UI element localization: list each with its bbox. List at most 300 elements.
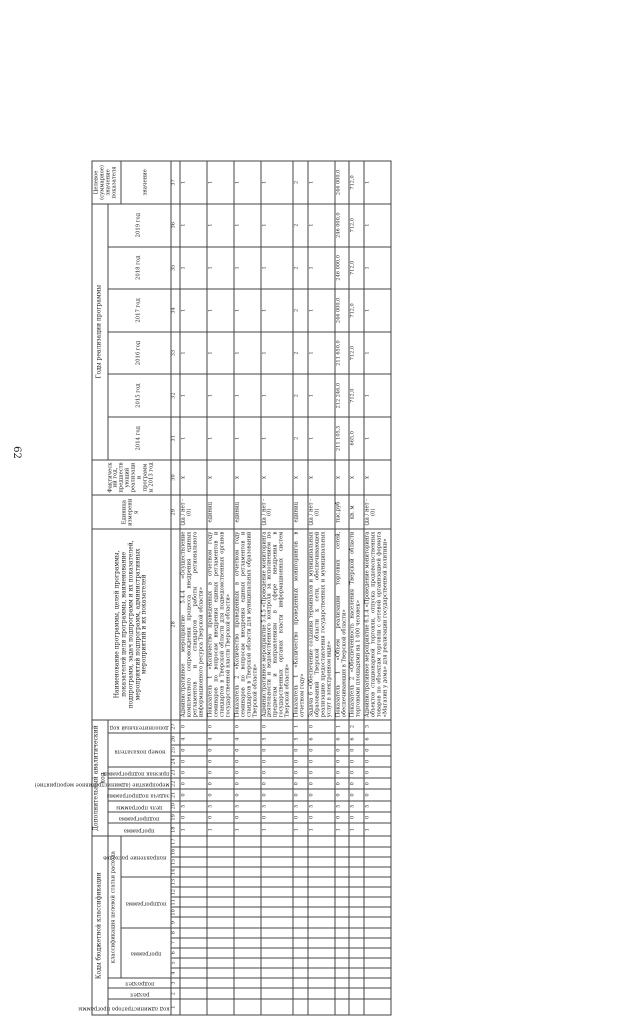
column-number: 36	[171, 204, 180, 247]
year-value-cell: 1	[364, 204, 391, 247]
add-code-header: дополнительный код	[110, 724, 170, 731]
year-value-cell: 1	[234, 332, 261, 375]
code-cell	[234, 897, 261, 907]
year-value-cell: 1	[207, 374, 234, 417]
table-row	[364, 161, 391, 1015]
code-cell	[308, 917, 335, 927]
code-cell: 0	[335, 756, 350, 767]
year-value-cell: 2	[293, 332, 308, 375]
year-value-cell: 246 000,0	[335, 289, 350, 332]
year-col-3: 2016 год	[108, 332, 171, 375]
code-cell: 4	[207, 733, 234, 744]
table-row	[180, 161, 207, 1015]
code-cell: 0	[207, 812, 234, 823]
code-cell	[349, 887, 364, 897]
code-cell	[234, 988, 261, 999]
year-value-cell: 1	[261, 417, 294, 460]
code-cell	[293, 968, 308, 978]
unit-cell: кв. м	[349, 495, 364, 529]
admin-code-header: код администратора программы	[78, 1005, 170, 1012]
code-cell	[207, 928, 234, 938]
code-cell	[364, 917, 391, 927]
code-cell	[308, 907, 335, 917]
code-cell: 0	[207, 756, 234, 767]
activity-code-header: мероприятие (административное мероприятие)	[35, 781, 170, 788]
column-number: 20	[171, 801, 180, 812]
page-number: 62	[10, 446, 22, 459]
code-cell	[293, 948, 308, 958]
code-cell: 0	[293, 745, 308, 756]
section-header: раздел	[130, 991, 150, 998]
year-value-cell: 1	[364, 332, 391, 375]
column-number: 6	[171, 948, 180, 958]
code-cell	[234, 887, 261, 897]
code-cell	[261, 847, 294, 857]
year-value-cell: 1	[234, 289, 261, 332]
code-cell: 0	[308, 789, 335, 800]
code-cell	[207, 988, 234, 999]
year-value-cell: 1	[364, 417, 391, 460]
code-cell	[335, 928, 350, 938]
task-code-header: задача подпрограммы	[107, 792, 170, 799]
program-indicators-table	[35, 161, 392, 1016]
code-cell	[180, 968, 207, 978]
code-cell	[335, 917, 350, 927]
column-number: 9	[171, 917, 180, 927]
code-cell	[293, 988, 308, 999]
code-cell	[364, 907, 391, 917]
code-cell	[364, 836, 391, 846]
year-value-cell: 1	[180, 204, 207, 247]
actual-value-cell: х	[234, 460, 261, 496]
code-cell: 4	[234, 733, 261, 744]
year-col-4: 2017 год	[108, 289, 171, 332]
code-cell	[293, 836, 308, 846]
code-cell: 5	[207, 801, 234, 812]
code-cell	[364, 867, 391, 877]
column-number: 27	[171, 720, 180, 734]
code-cell	[234, 917, 261, 927]
table-row	[234, 161, 261, 1015]
code-cell: 5	[261, 801, 294, 812]
year-value-cell: 712,0	[349, 247, 364, 290]
code-cell	[207, 887, 234, 897]
code-cell: 0	[207, 767, 234, 778]
direction-part-header: направление расходов	[102, 854, 166, 861]
year-value-cell: 2	[293, 417, 308, 460]
code-cell: 0	[308, 756, 335, 767]
code-cell	[180, 857, 207, 867]
code-cell	[349, 847, 364, 857]
code-cell: 1	[308, 823, 335, 836]
column-number: 13	[171, 877, 180, 887]
year-value-cell: 1	[180, 289, 207, 332]
code-cell	[180, 897, 207, 907]
code-cell	[261, 958, 294, 968]
code-cell	[261, 938, 294, 948]
code-cell: 3	[364, 720, 391, 734]
code-cell: 0	[207, 720, 234, 734]
row-description: Показатель 2 «Количество проведенных в отчетном году семинаров по вопросам внедрения единых регламентов и стандартов в Тверской области для муниципальных образований Тверской области»	[234, 529, 261, 720]
code-cell	[234, 877, 261, 887]
code-cell	[349, 988, 364, 999]
code-cell	[293, 928, 308, 938]
code-cell: 6	[335, 733, 350, 744]
target-value-cell: 1	[180, 161, 207, 204]
code-cell	[335, 988, 350, 999]
subprogram-part-header: подпрограмма	[125, 900, 166, 907]
code-cell	[293, 877, 308, 887]
year-col-6: 2019 год	[108, 204, 171, 247]
column-number: 28	[171, 529, 180, 720]
code-cell	[308, 897, 335, 907]
code-cell: 6	[349, 733, 364, 744]
year-value-cell: 246 000,0	[335, 247, 350, 290]
code-cell: 0	[234, 789, 261, 800]
code-cell	[364, 988, 391, 999]
column-number: 14	[171, 867, 180, 877]
column-number: 2	[171, 988, 180, 999]
code-cell	[308, 857, 335, 867]
code-cell	[349, 978, 364, 988]
code-cell: 0	[180, 745, 207, 756]
column-number: 19	[171, 812, 180, 823]
unit-cell: (да / нет - (0)	[180, 495, 207, 529]
code-cell	[349, 928, 364, 938]
code-cell	[335, 978, 350, 988]
code-cell	[180, 877, 207, 887]
year-value-cell: 212 246,0	[335, 374, 350, 417]
code-cell	[234, 968, 261, 978]
code-cell	[349, 968, 364, 978]
target-value-cell: 1	[261, 161, 294, 204]
code-cell	[293, 907, 308, 917]
actual-value-cell: х	[207, 460, 234, 496]
code-cell	[349, 836, 364, 846]
target-value-cell: 1	[207, 161, 234, 204]
code-cell	[335, 867, 350, 877]
code-cell	[234, 978, 261, 988]
column-number: 25	[171, 745, 180, 756]
code-cell	[293, 867, 308, 877]
code-cell: 0	[207, 789, 234, 800]
code-cell	[261, 988, 294, 999]
code-cell	[234, 857, 261, 867]
code-cell	[207, 897, 234, 907]
year-value-cell: 1	[261, 332, 294, 375]
budget-codes-header: Коды бюджетной классификации	[92, 836, 108, 1015]
code-cell: 5	[261, 733, 294, 744]
code-cell	[349, 857, 364, 867]
code-cell: 0	[293, 778, 308, 789]
year-value-cell: 246 000,0	[335, 204, 350, 247]
column-number: 10	[171, 907, 180, 917]
year-value-cell: 1	[234, 374, 261, 417]
code-cell	[349, 948, 364, 958]
code-cell	[234, 907, 261, 917]
code-cell	[364, 968, 391, 978]
code-cell	[335, 938, 350, 948]
code-cell	[364, 938, 391, 948]
column-number: 30	[171, 460, 180, 496]
code-cell	[308, 877, 335, 887]
code-cell	[335, 897, 350, 907]
code-cell	[180, 978, 207, 988]
unit-cell: единиц	[234, 495, 261, 529]
code-cell: 0	[364, 778, 391, 789]
code-cell: 5	[335, 801, 350, 812]
code-cell: 0	[335, 789, 350, 800]
code-cell	[234, 958, 261, 968]
code-cell	[349, 958, 364, 968]
code-cell	[335, 857, 350, 867]
code-cell: 1	[364, 823, 391, 836]
actual-value-cell: х	[261, 460, 294, 496]
goal-code-header: цель программы	[116, 804, 164, 811]
column-number: 1	[171, 999, 180, 1015]
year-value-cell: 1	[234, 247, 261, 290]
target-value-subheader: значение	[121, 161, 172, 204]
table-row	[293, 161, 308, 1015]
code-cell	[364, 978, 391, 988]
target-value-cell: 1	[364, 161, 391, 204]
code-cell	[308, 968, 335, 978]
code-cell	[261, 897, 294, 907]
code-cell	[180, 836, 207, 846]
code-cell	[349, 917, 364, 927]
column-number: 15	[171, 857, 180, 867]
actual-value-cell: х	[335, 460, 350, 496]
code-cell: 0	[180, 778, 207, 789]
code-cell: 5	[293, 733, 308, 744]
code-cell: 6	[364, 733, 391, 744]
year-value-cell: 1	[308, 374, 335, 417]
row-description: Показатель 2 «Обеспеченность населения Тверской области торговыми площадями на 1 000 человек»	[349, 529, 364, 720]
code-cell	[293, 847, 308, 857]
column-number: 12	[171, 887, 180, 897]
code-cell: 0	[180, 720, 207, 734]
table-body	[180, 161, 391, 1015]
subprogram-code-header: подпрограмма	[119, 815, 161, 822]
column-number: 24	[171, 756, 180, 767]
code-cell: 1	[293, 720, 308, 734]
code-cell	[261, 917, 294, 927]
code-cell	[207, 847, 234, 857]
code-cell: 0	[261, 789, 294, 800]
row-description: Показатель 1 «Количество проведенных в отчетном году семинаров по вопросам внедрения единых регламентов и стандартов в Тверской области для подведомственных органов государственной власти Тверской области»	[207, 529, 234, 720]
code-cell: 0	[364, 789, 391, 800]
code-cell	[293, 917, 308, 927]
unit-cell: единиц	[293, 495, 308, 529]
actual-value-cell: х	[349, 460, 364, 496]
code-cell	[349, 877, 364, 887]
code-cell	[261, 999, 294, 1015]
table-row	[308, 161, 335, 1015]
code-cell: 0	[364, 812, 391, 823]
actual-value-cell: х	[293, 460, 308, 496]
code-cell	[207, 877, 234, 887]
code-cell: 0	[308, 767, 335, 778]
code-cell: 0	[293, 756, 308, 767]
code-cell: 5	[180, 801, 207, 812]
year-value-cell: 2	[293, 374, 308, 417]
code-cell: 4	[180, 733, 207, 744]
year-value-cell: 1	[261, 289, 294, 332]
year-value-cell: 1	[261, 204, 294, 247]
program-part-header: программа	[130, 950, 162, 957]
column-number: 22	[171, 778, 180, 789]
year-value-cell: 1	[180, 332, 207, 375]
year-value-cell: 2	[293, 289, 308, 332]
code-cell	[234, 928, 261, 938]
code-cell	[308, 999, 335, 1015]
code-cell: 0	[261, 720, 294, 734]
year-value-cell: 1	[308, 204, 335, 247]
year-value-cell: 1	[364, 374, 391, 417]
code-cell	[364, 897, 391, 907]
code-cell	[335, 836, 350, 846]
code-cell: 0	[261, 756, 294, 767]
column-number: 29	[171, 495, 180, 529]
code-cell: 0	[293, 789, 308, 800]
code-cell	[261, 978, 294, 988]
year-value-cell: 1	[261, 374, 294, 417]
column-number: 18	[171, 823, 180, 836]
code-cell: 0	[180, 789, 207, 800]
year-col-5: 2018 год	[108, 247, 171, 290]
code-cell: 0	[335, 745, 350, 756]
code-cell: 0	[234, 720, 261, 734]
code-cell	[335, 958, 350, 968]
year-value-cell: 712,0	[349, 204, 364, 247]
code-cell	[261, 857, 294, 867]
code-cell	[207, 867, 234, 877]
code-cell	[207, 907, 234, 917]
code-cell: 6	[308, 733, 335, 744]
column-number: 11	[171, 897, 180, 907]
column-number: 34	[171, 289, 180, 332]
year-value-cell: 1	[308, 417, 335, 460]
target-value-header: Целевое (суммарное) значение показателя	[92, 161, 121, 204]
code-cell: 0	[207, 745, 234, 756]
column-number: 4	[171, 968, 180, 978]
code-cell: 0	[349, 756, 364, 767]
code-cell: 0	[234, 767, 261, 778]
target-value-cell: 1	[308, 161, 335, 204]
table-row	[335, 161, 350, 1015]
code-cell	[234, 836, 261, 846]
year-value-cell: 1	[207, 289, 234, 332]
table-row	[349, 161, 364, 1015]
year-value-cell: 712,0	[349, 332, 364, 375]
row-description: Административное мероприятие 5.4.5 «Проведение мониторинга деятельности и ведомственного контроля за исполнением по предметам и направлениям в сфере внедрения в государственных органах власти информационных систем Тверской области»	[261, 529, 294, 720]
year-value-cell: 1	[180, 247, 207, 290]
year-value-cell: 1	[308, 289, 335, 332]
column-number: 21	[171, 789, 180, 800]
code-cell: 5	[308, 801, 335, 812]
row-description: Административное мероприятие 6.1.4 «Проведение мониторинга объектов стационарной торговли, отпуска продовольственных товаров по объектам торговли с сетевой организацией формата «Магазин у дома» для реализации государственной политики»	[364, 529, 391, 720]
code-cell: 0	[349, 745, 364, 756]
subsection-header: подраздел	[125, 980, 155, 987]
row-description: Административное мероприятие 5.4.4 «Осуществление комплексного сопровождения процесса внедрения единых регламентов и стандартов работы регионального информационного ресурса Тверской области»	[180, 529, 207, 720]
code-cell: 1	[335, 823, 350, 836]
unit-cell: (да / нет - (0)	[308, 495, 335, 529]
code-cell: 5	[349, 801, 364, 812]
code-cell	[308, 948, 335, 958]
code-cell: 0	[308, 812, 335, 823]
year-col-2: 2015 год	[108, 374, 171, 417]
code-cell	[180, 928, 207, 938]
code-cell: 0	[293, 767, 308, 778]
code-cell	[207, 917, 234, 927]
code-cell: 0	[261, 778, 294, 789]
code-cell: 0	[234, 745, 261, 756]
code-cell	[234, 867, 261, 877]
code-cell	[207, 968, 234, 978]
year-value-cell: 1	[234, 204, 261, 247]
year-value-cell: 712,0	[349, 289, 364, 332]
code-cell	[308, 958, 335, 968]
code-cell	[293, 897, 308, 907]
year-value-cell: 1	[234, 417, 261, 460]
code-cell: 0	[180, 756, 207, 767]
code-cell: 0	[207, 778, 234, 789]
code-cell: 0	[364, 745, 391, 756]
code-cell	[293, 857, 308, 867]
table-row	[261, 161, 294, 1015]
code-cell	[308, 928, 335, 938]
code-cell	[207, 857, 234, 867]
code-cell: 0	[349, 812, 364, 823]
column-number: 23	[171, 767, 180, 778]
code-cell	[335, 999, 350, 1015]
code-cell: 0	[261, 745, 294, 756]
year-value-cell: 1	[364, 247, 391, 290]
code-cell	[293, 958, 308, 968]
code-cell	[308, 938, 335, 948]
code-cell	[180, 958, 207, 968]
column-number: 16	[171, 847, 180, 857]
additional-codes-header: Дополнительный аналитический код	[92, 720, 108, 837]
year-value-cell: 1	[364, 289, 391, 332]
code-cell: 0	[335, 778, 350, 789]
indicator-number-header: номер показателя	[114, 748, 166, 755]
row-description: Показатель 1 «Объем реализации торговых сетей, обеспечивающих в Тверской области»	[335, 529, 350, 720]
code-cell	[308, 988, 335, 999]
unit-cell: тыс.руб	[335, 495, 350, 529]
code-cell	[349, 897, 364, 907]
code-cell: 0	[349, 789, 364, 800]
year-value-cell: 1	[308, 332, 335, 375]
column-number: 5	[171, 958, 180, 968]
code-cell	[293, 887, 308, 897]
year-value-cell: 1	[180, 417, 207, 460]
unit-cell: единиц	[207, 495, 234, 529]
code-cell: 5	[364, 801, 391, 812]
table-row	[207, 161, 234, 1015]
program-code-header: программа	[124, 827, 156, 834]
code-cell	[261, 907, 294, 917]
code-cell	[364, 887, 391, 897]
code-cell	[308, 978, 335, 988]
code-cell	[234, 938, 261, 948]
year-value-cell: 1	[261, 247, 294, 290]
row-description: Показатель 1 «Количество проведенных мониторингов в отчетном году»	[293, 529, 308, 720]
code-cell	[261, 836, 294, 846]
code-cell: 5	[234, 801, 261, 812]
column-number: 8	[171, 928, 180, 938]
code-cell	[293, 978, 308, 988]
